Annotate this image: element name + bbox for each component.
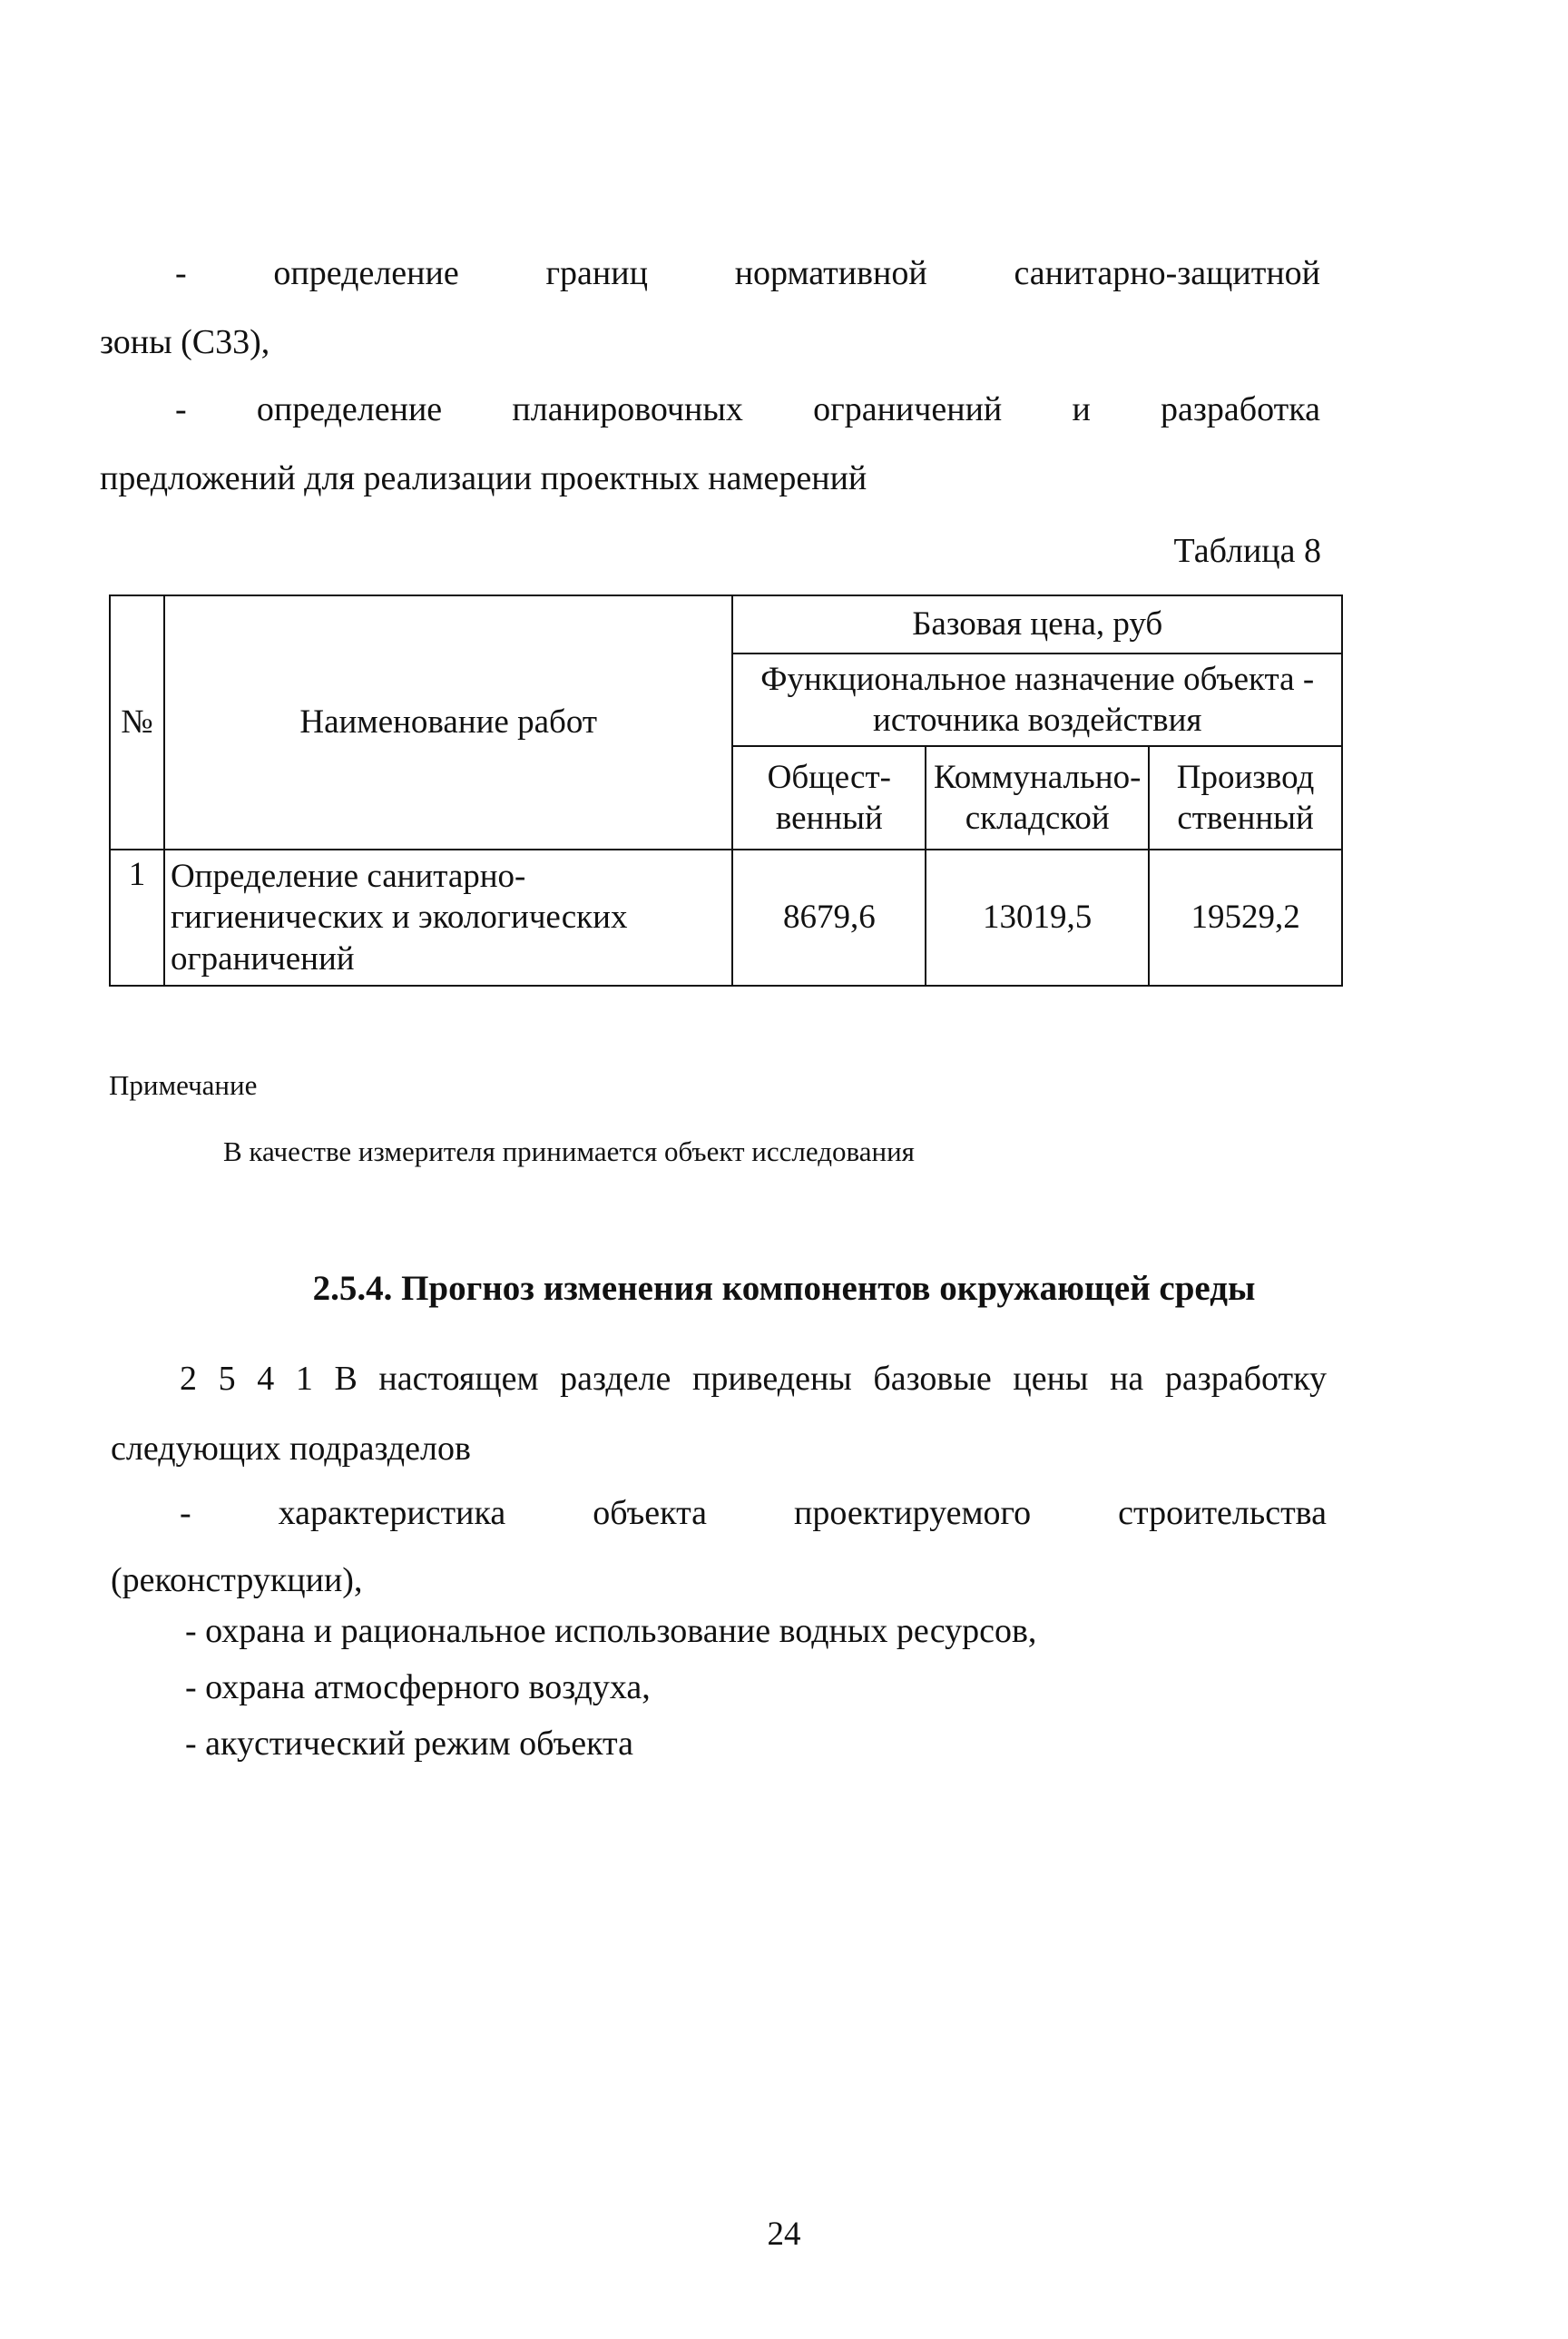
intro-line-1: - определение границ нормативной санитарно-защитной: [175, 254, 1320, 292]
header-name: Наименование работ: [164, 595, 732, 850]
note-title: Примечание: [109, 1069, 258, 1101]
note-text: В качестве измерителя принимается объект исследования: [223, 1135, 915, 1167]
section-bullet-4: - акустический режим объекта: [185, 1725, 633, 1763]
subheader-industrial: Производ ственный: [1149, 746, 1342, 850]
section-bullet-1-cont: (реконструкции),: [111, 1561, 363, 1599]
section-para-line-1: 2 5 4 1 В настоящем разделе приведены базовые цены на разработку: [180, 1360, 1327, 1398]
section-bullet-2: - охрана и рациональное использование водных ресурсов,: [185, 1612, 1037, 1650]
header-price: Базовая цена, руб: [732, 595, 1342, 654]
row-value-industrial: 19529,2: [1149, 850, 1342, 986]
row-name: Определение санитарно-гигиенических и экологических ограничений: [164, 850, 732, 986]
header-function: Функциональное назначение объекта - источника воздействия: [732, 654, 1342, 746]
section-bullet-1: - характеристика объекта проектируемого строительства: [180, 1494, 1327, 1532]
section-bullet-3: - охрана атмосферного воздуха,: [185, 1668, 651, 1706]
intro-line-2: зоны (С33),: [100, 323, 270, 361]
intro-line-3: - определение планировочных ограничений и разработка: [175, 390, 1320, 428]
row-value-communal: 13019,5: [926, 850, 1149, 986]
row-num: 1: [110, 850, 164, 986]
table-row: [110, 850, 1342, 986]
intro-line-4: предложений для реализации проектных намерений: [100, 459, 867, 497]
subheader-public: Общест-венный: [732, 746, 926, 850]
row-value-public: 8679,6: [732, 850, 926, 986]
page-number: 24: [767, 2216, 801, 2253]
price-table: [109, 595, 1343, 987]
table-caption: Таблица 8: [1173, 532, 1321, 570]
section-heading: 2.5.4. Прогноз изменения компонентов окружающей среды: [312, 1269, 1256, 1308]
header-num: №: [110, 595, 164, 850]
section-para-line-2: следующих подразделов: [111, 1430, 471, 1468]
subheader-communal: Коммунально-складской: [926, 746, 1149, 850]
